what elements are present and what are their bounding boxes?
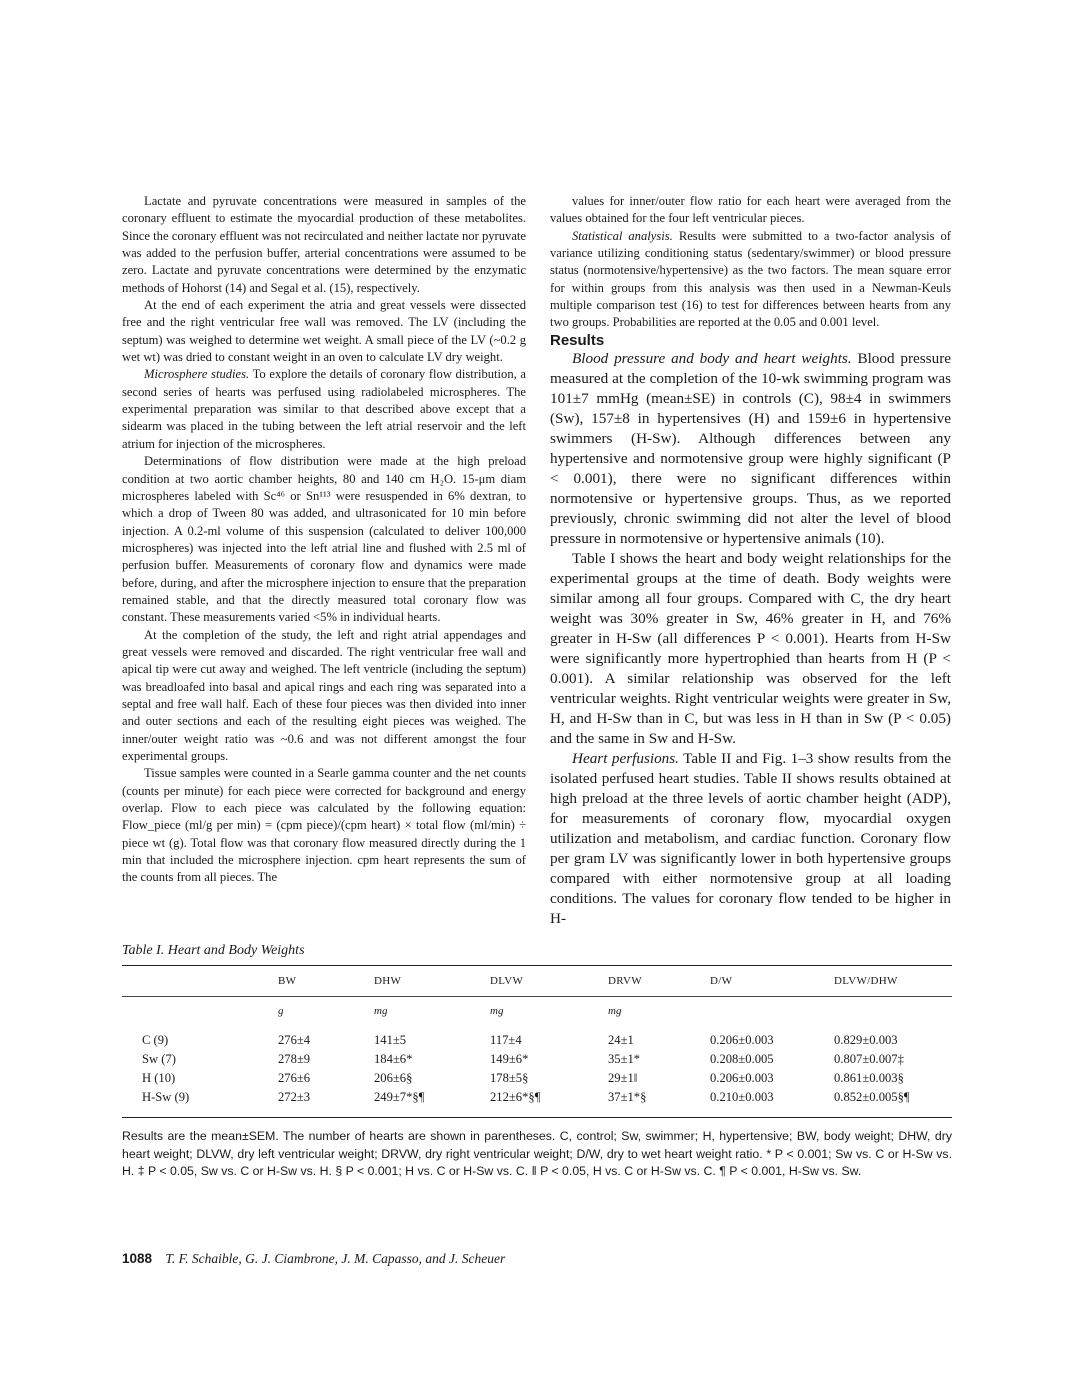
section-heading-results: Results xyxy=(550,331,605,349)
paragraph xyxy=(122,366,526,453)
paragraph: At the completion of the study, the left and right atrial appendages and great vessels were removed and discarded. The right ventricular free wall and apical tip were cut away and weighed. The left ventricle (including the septum) was breadloafed into basal and apical rings and each ring was separated into a septal and free wall half. Each of these four pieces was then divided into inner and outer sections and each of the resulting eight pieces was weighed. The inner/outer weight ratio was ~0.6 and was not different amongst the four experimental groups. xyxy=(122,627,526,763)
table-cell: 0.206±0.003 xyxy=(710,1033,774,1047)
table-cell: 178±5§ xyxy=(490,1071,529,1085)
table-cell: 35±1* xyxy=(608,1052,641,1066)
table-header-cell: DRVW xyxy=(608,975,642,987)
group-cell: C (9) xyxy=(142,1033,169,1047)
table-cell: 0.807±0.007‡ xyxy=(834,1052,904,1066)
table-cell: 249±7*§¶ xyxy=(374,1090,425,1104)
unit-cell: g xyxy=(278,997,374,1032)
page-footer xyxy=(122,1251,505,1267)
table-cell: 29±1‖ xyxy=(608,1071,638,1085)
table-row xyxy=(122,1050,952,1069)
table-cell: 149±6* xyxy=(490,1052,529,1066)
paragraph: Table I shows the heart and body weight relationships for the experimental groups at the time of death. Body weights were similar among all four groups. Compared with C, the dry heart weight was 30% greater in Sw, 46% greater in H, and 76% greater in H-Sw (all differences P < 0.001). Hearts from H-Sw were significantly more hypertrophied than hearts from H (P < 0.001). A similar relationship was observed for the left ventricular weights. Right ventricular weights were greater in Sw, H, and H-Sw than in C, but was less in H than in Sw (P < 0.05) and the same in Sw and H-Sw. xyxy=(550,550,951,748)
table-cell: 184±6* xyxy=(374,1052,413,1066)
paragraph: Lactate and pyruvate concentrations were measured in samples of the coronary effluent to estimate the myocardial production of these metabolites. Since the coronary effluent was not recirculated and neither lactate nor pyruvate was added to the perfusion buffer, arterial concentrations were assumed to be zero. Lactate and pyruvate concentrations were determined by the enzymatic methods of Hohorst (14) and Segal et al. (15), respectively. xyxy=(122,194,526,295)
paragraph-text: Table II and Fig. 1–3 show results from the isolated perfused heart studies. Table II shows results obtained at high preload at the three levels of aortic chamber height (ADP), for measurements of coronary flow, myocardial oxygen utilization and metabolism, and cardiac function. Coronary flow per gram LV was significantly lower in both hypertensive groups compared with either normotensive group at all loading conditions. The values for coronary flow tended to be higher in H- xyxy=(550,750,952,928)
table-units-row xyxy=(122,997,952,1032)
left-text-column xyxy=(122,193,526,887)
table-header-row xyxy=(122,966,952,997)
table-cell: 0.861±0.003§ xyxy=(834,1071,904,1085)
run-in-heading: Microsphere studies. xyxy=(144,367,250,382)
table-footnote: Results are the mean±SEM. The number of hearts are shown in parentheses. C, control; Sw, swimmer; H, hypertensive; BW, body weight; DHW, dry heart weight; DLVW, dry left ventricular weight; DRVW, dry right ventricular weight; D/W, dry to wet heart weight ratio. * P < 0.001; Sw vs. C or H-Sw vs. H. ‡ P < 0.05, Sw vs. C or H-Sw vs. H. § P < 0.001; H vs. C or H-Sw vs. C. ‖ P < 0.05, H vs. C or H-Sw vs. C. ¶ P < 0.001, H-Sw vs. Sw. xyxy=(122,1129,952,1178)
table-header-cell: DLVW xyxy=(490,975,524,987)
paragraph: Tissue samples were counted in a Searle gamma counter and the net counts (counts per minute) for each piece were corrected for background and energy overlap. Flow to each piece was calculated by the following equation: Flow_piece (ml/g per min) = (cpm piece)/(cpm heart) × total flow (ml/min) ÷ piece wt (g). Total flow was that coronary flow measured directly during the 1 min that included the microsphere injection. cpm heart represents the sum of the counts from all pieces. The xyxy=(122,766,526,885)
table-cell: 0.829±0.003 xyxy=(834,1033,898,1047)
group-cell: H (10) xyxy=(142,1071,176,1085)
table-title: Table I. Heart and Body Weights xyxy=(122,943,305,958)
table-cell: 0.210±0.003 xyxy=(710,1090,774,1104)
run-in-heading: Blood pressure and body and heart weights. xyxy=(572,350,852,368)
table-row xyxy=(122,1069,952,1088)
table-cell: 206±6§ xyxy=(374,1071,413,1085)
unit-cell xyxy=(834,997,952,1032)
table-cell: 37±1*§ xyxy=(608,1090,647,1104)
table-header-cell xyxy=(122,966,278,997)
table-cell: 0.206±0.003 xyxy=(710,1071,774,1085)
unit-cell xyxy=(710,997,834,1032)
page-number: 1088 xyxy=(122,1251,153,1266)
table-cell: 212±6*§¶ xyxy=(490,1090,541,1104)
unit-cell: mg xyxy=(490,997,608,1032)
group-cell: Sw (7) xyxy=(142,1052,176,1066)
table-header-cell: DHW xyxy=(374,975,402,987)
paragraph xyxy=(550,228,951,332)
group-cell: H-Sw (9) xyxy=(142,1090,190,1104)
unit-cell: mg xyxy=(608,997,710,1032)
table-header-cell: BW xyxy=(278,975,297,987)
table-cell: 276±6 xyxy=(278,1071,311,1085)
table-header-cell: D/W xyxy=(710,975,733,987)
paragraph-text: Blood pressure measured at the completion of the 10-wk swimming program was 101±7 mmHg (mean±SE) in controls (C), 98±4 in swimmers (Sw), 157±8 in hypertensives (H) and 159±6 in hypertensive swimmers (H-Sw). Although differences between any hypertensive and normotensive group were highly significant (P < 0.001), there were no significant differences within normotensive or hypertensive groups. Thus, as we reported previously, chronic swimming did not alter the level of blood pressure in normotensive or hypertensive animals (10). xyxy=(550,350,951,548)
table-cell: 278±9 xyxy=(278,1052,311,1066)
paragraph: Determinations of flow distribution were made at the high preload condition at two aortic chamber heights, 80 and 140 cm H₂O. 15-μm diam microspheres labeled with Sc⁴⁶ or Sn¹¹³ were resuspended in 6% dextran, to which a drop of Tween 80 was added, and ultrasonicated for 10 min before injection. A 0.2-ml volume of this suspension (calculated to deliver 100,000 microspheres) was injected into the left atrial line and flushed with 2.5 ml of perfusion buffer. Measurements of coronary flow and dynamics were made before, during, and after the microsphere injection to ensure that the preparation remained stable, and that the directly measured total coronary flow was constant. These measurements varied <5% in individual hearts. xyxy=(122,454,526,625)
results-body xyxy=(550,349,951,929)
table-cell: 117±4 xyxy=(490,1033,522,1047)
paragraph xyxy=(550,749,951,929)
paragraph: values for inner/outer flow ratio for each heart were averaged from the values obtained for the four left ventricular pieces. xyxy=(550,194,951,226)
right-text-column xyxy=(550,193,951,929)
table-header-cell: DLVW/DHW xyxy=(834,975,898,987)
paragraph-text: Results were submitted to a two-factor analysis of variance utilizing conditioning status (sedentary/swimmer) or blood pressure status (normotensive/hypertensive) as the two factors. The mean square error for within groups from this analysis was then used in a Newman-Keuls multiple comparison test (16) to test for differences between hearts from any two groups. Probabilities are reported at the 0.05 and 0.001 level. xyxy=(550,228,951,330)
table-cell: 272±3 xyxy=(278,1090,311,1104)
unit-cell: mg xyxy=(374,997,490,1032)
paragraph-text: To explore the details of coronary flow distribution, a second series of hearts was perfused using radiolabeled microspheres. The experimental preparation was similar to that described above except that a sidearm was placed in the tubing between the left atrial reservoir and the left atrium for injection of the microspheres. xyxy=(122,367,527,451)
table-cell: 0.208±0.005 xyxy=(710,1052,774,1066)
data-table xyxy=(122,965,952,1118)
run-in-heading: Heart perfusions. xyxy=(572,750,679,768)
table-row xyxy=(122,1031,952,1050)
table-row xyxy=(122,1088,952,1117)
table-cell: 141±5 xyxy=(374,1033,407,1047)
table-cell: 24±1 xyxy=(608,1033,634,1047)
table-cell: 0.852±0.005§¶ xyxy=(834,1090,910,1104)
paragraph: At the end of each experiment the atria and great vessels were dissected free and the right ventricular free wall was removed. The LV (including the septum) was weighed to determine wet weight. A small piece of the LV (~0.2 g wet wt) was dried to constant weight in an oven to calculate LV dry weight. xyxy=(122,298,526,365)
run-in-heading: Statistical analysis. xyxy=(572,228,673,243)
table-cell: 276±4 xyxy=(278,1033,311,1047)
paragraph xyxy=(550,349,951,549)
unit-cell xyxy=(122,997,278,1032)
running-authors: T. F. Schaible, G. J. Ciambrone, J. M. Capasso, and J. Scheuer xyxy=(165,1251,506,1266)
